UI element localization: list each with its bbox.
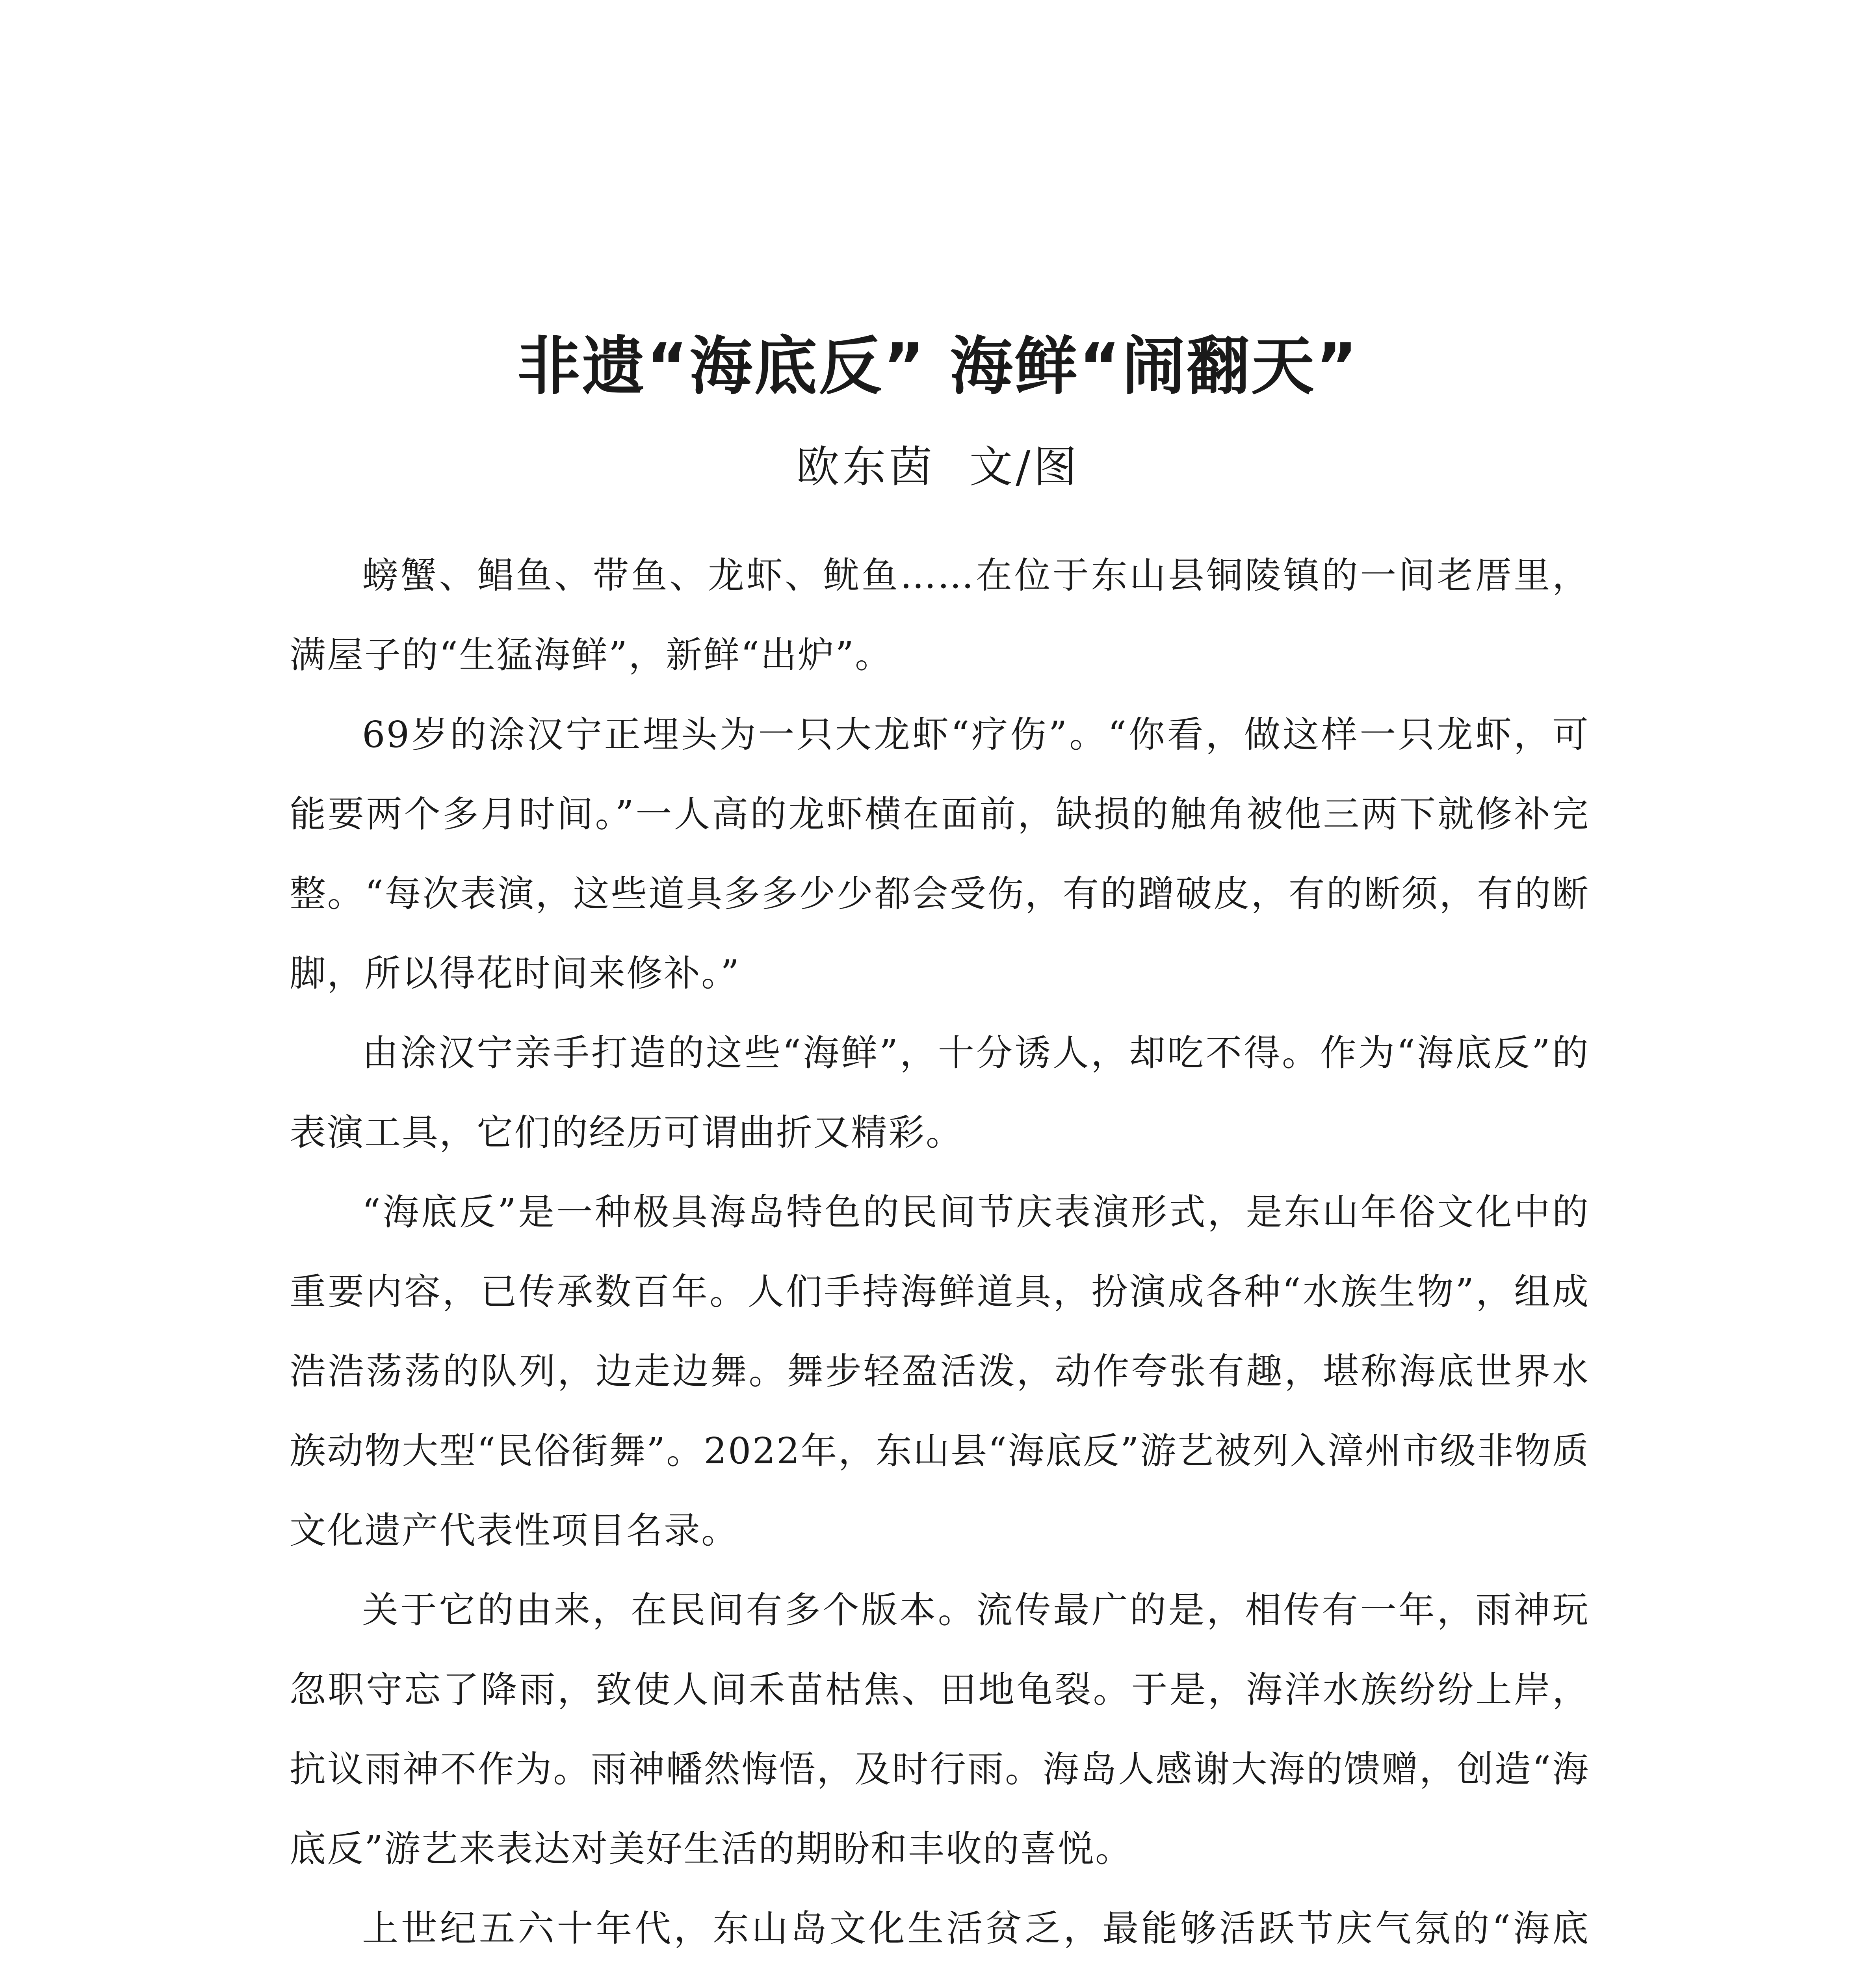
paragraph: 上世纪五六十年代，东山岛文化生活贫乏，最能够活跃节庆气氛的“海底 [362, 1907, 1590, 1950]
paragraph: 69岁的涂汉宁正埋头为一只大龙虾“疗伤”。“你看，做这样一只龙虾，可能要两个多月时间。”一人高的龙虾横在面前，缺损的触角被他三两下就修补完整。“每次表演，这些道具多多少少都会受伤，有的蹭破皮，有的断须，有的断脚，所以得花时间来修补。” [290, 714, 1590, 994]
article-title: 非遗“海底反” 海鲜“闹翻天” [517, 329, 1359, 403]
article-byline: 欧东茵 文/图 [796, 442, 1080, 492]
paragraph: 螃蟹、鲳鱼、带鱼、龙虾、鱿鱼……在位于东山县铜陵镇的一间老厝里，满屋子的“生猛海鲜”，新鲜“出炉”。 [290, 554, 1590, 676]
article-body [290, 536, 1590, 1970]
paragraph: “海底反”是一种极具海岛特色的民间节庆表演形式，是东山年俗文化中的重要内容，已传承数百年。人们手持海鲜道具，扮演成各种“水族生物”，组成浩浩荡荡的队列，边走边舞。舞步轻盈活泼，动作夸张有趣，堪称海底世界水族动物大型“民俗街舞”。2022年，东山县“海底反”游艺被列入漳州市级非物质文化遗产代表性项目名录。 [290, 1191, 1590, 1552]
paragraph: 由涂汉宁亲手打造的这些“海鲜”，十分诱人，却吃不得。作为“海底反”的表演工具，它们的经历可谓曲折又精彩。 [290, 1032, 1590, 1154]
paragraph: 关于它的由来，在民间有多个版本。流传最广的是，相传有一年，雨神玩忽职守忘了降雨，致使人间禾苗枯焦、田地龟裂。于是，海洋水族纷纷上岸，抗议雨神不作为。雨神幡然悔悟，及时行雨。海岛人感谢大海的馈赠，创造“海底反”游艺来表达对美好生活的期盼和丰收的喜悦。 [290, 1589, 1590, 1870]
